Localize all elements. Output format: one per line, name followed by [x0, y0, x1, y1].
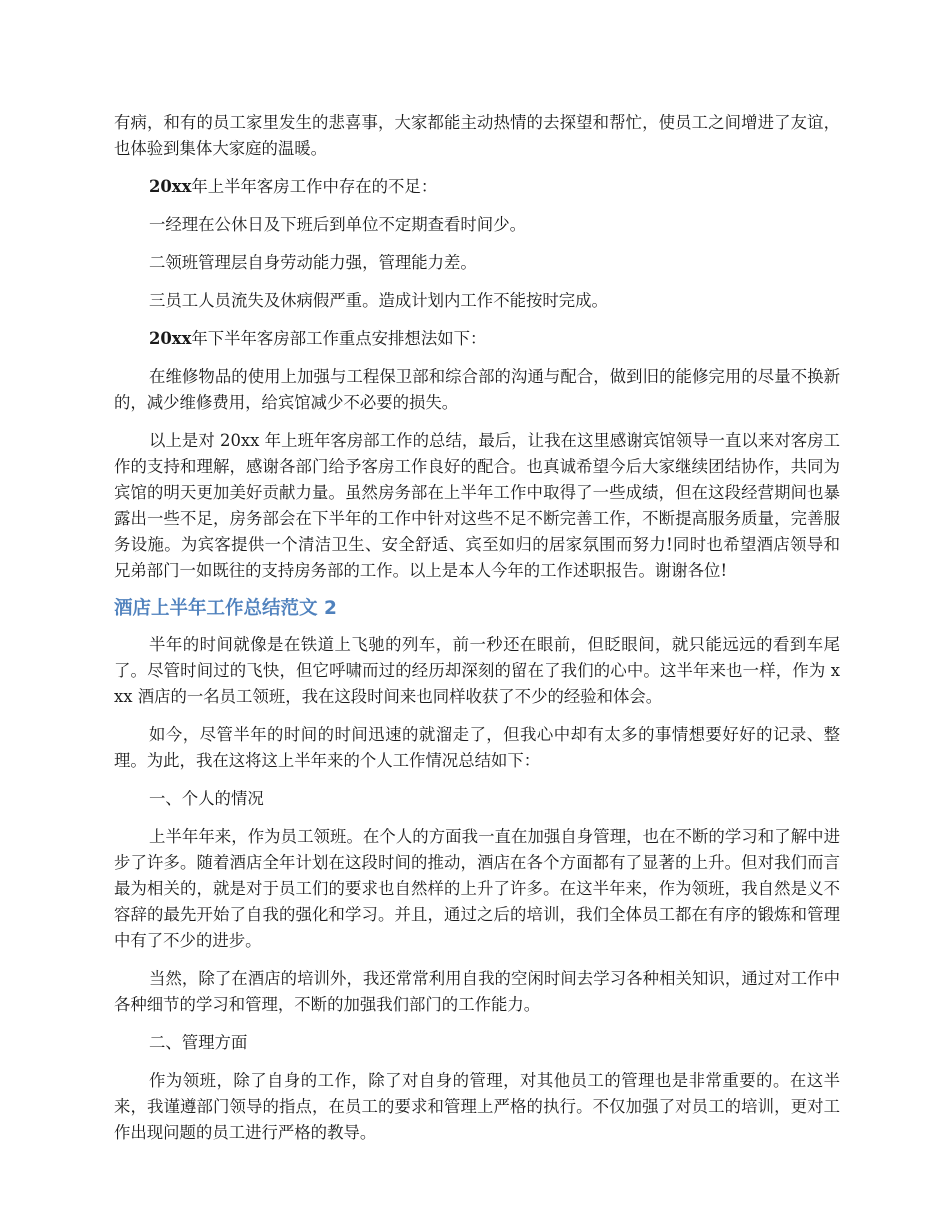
section-heading: 酒店上半年工作总结范文 2 [114, 598, 337, 619]
year-bold: 20xx [149, 329, 192, 348]
paragraph-personal: 上半年年来，作为员工领班。在个人的方面我一直在加强自身管理，也在不断的学习和了解中进步了许多。随着酒店全年计划在这段时间的推动，酒店在各个方面都有了显著的上升。但对我们而言最为相关的，就是对于员工们的要求也自然样的上升了许多。在这半年来，作为领班，我自然是义不容辞的最先开始了自我的强化和学习。并且，通过之后的培训，我们全体员工都在有序的锻炼和管理中有了不少的进步。 [114, 827, 840, 950]
paragraph-management: 作为领班，除了自身的工作，除了对自身的管理，对其他员工的管理也是非常重要的。在这半来，我谨遵部门领导的指点，在员工的要求和管理上严格的执行。不仅加强了对员工的培训，更对工作出现问题的员工进行严格的教导。 [114, 1071, 840, 1142]
paragraph-shortcoming-1: 一经理在公休日及下班后到单位不定期查看时间少。 [149, 215, 526, 234]
paragraph-self-study: 当然，除了在酒店的培训外，我还常常利用自我的空闲时间去学习各种相关知识，通过对工作中各种细节的学习和管理，不断的加强我们部门的工作能力。 [114, 969, 840, 1014]
paragraph-summary: 以上是对 20xx 年上班年客房部工作的总结，最后，让我在这里感谢宾馆领导一直以来对客房工作的支持和理解，感谢各部门给予客房工作良好的配合。也真诚希望今后大家继续团结协作，共同为宾馆的明天更加美好贡献力量。虽然房务部在上半年工作中取得了一些成绩，但在这段经营期间也暴露出一些不足，房务部会在下半年的工作中针对这些不足不断完善工作，不断提高服务质量，完善服务设施。为宾客提供一个清洁卫生、安全舒适、宾至如归的居家氛围而努力!同时也希望酒店领导和兄弟部门一如既往的支持房务部的工作。以上是本人今年的工作述职报告。谢谢各位! [114, 431, 840, 580]
subheading-management: 二、管理方面 [149, 1033, 248, 1052]
paragraph-continuation: 有病，和有的员工家里发生的悲喜事，大家都能主动热情的去探望和帮忙，使员工之间增进了友谊，也体验到集体大家庭的温暖。 [114, 113, 840, 158]
shortcomings-title-text: 年上半年客房工作中存在的不足： [191, 177, 438, 196]
plan-title-text: 年下半年客房部工作重点安排想法如下： [191, 329, 487, 348]
paragraph-shortcoming-3: 三员工人员流失及休病假严重。造成计划内工作不能按时完成。 [149, 291, 608, 310]
paragraph-shortcomings-title [114, 174, 840, 200]
subheading-personal: 一、个人的情况 [149, 789, 264, 808]
year-bold: 20xx [149, 177, 192, 196]
paragraph-shortcoming-2: 二领班管理层自身劳动能力强，管理能力差。 [149, 253, 477, 272]
paragraph-intro: 半年的时间就像是在铁道上飞驰的列车，前一秒还在眼前，但眨眼间，就只能远远的看到车尾了。尽管时间过的飞快，但它呼啸而过的经历却深刻的留在了我们的心中。这半年来也一样，作为 xxx 酒店的一名员工领班，我在这段时间来也同样收获了不少的经验和体会。 [114, 635, 840, 706]
paragraph-maintenance: 在维修物品的使用上加强与工程保卫部和综合部的沟通与配合，做到旧的能修完用的尽量不换新的，减少维修费用，给宾馆减少不必要的损失。 [114, 367, 840, 412]
paragraph-now: 如今，尽管半年的时间的时间迅速的就溜走了，但我心中却有太多的事情想要好好的记录、整理。为此，我在这将这上半年来的个人工作情况总结如下： [114, 725, 840, 770]
document-page [114, 110, 840, 1158]
paragraph-plan-title [114, 326, 840, 352]
